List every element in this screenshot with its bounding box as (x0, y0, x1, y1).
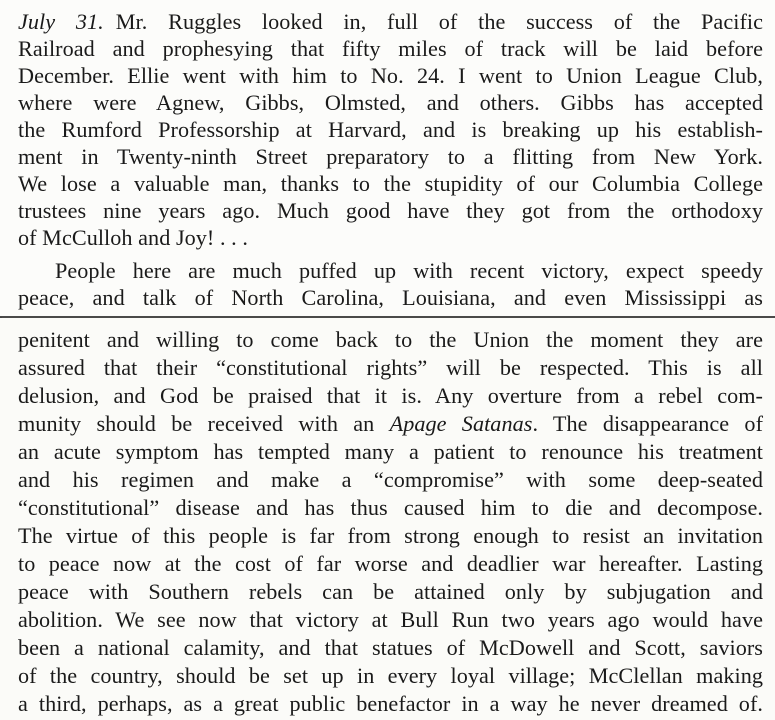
paragraph2-line-8: and his regimen and make a “compromise” with some deep-seated (18, 467, 763, 492)
paragraph2-line-14: been a national calamity, and that statues of McDowell and Scott, saviors (18, 635, 763, 660)
top-clipping (0, 0, 775, 317)
entry-date: July 31. (18, 9, 104, 34)
paragraph2-line-16: a third, perhaps, as a great public benefactor in a way he never dreamed of. (18, 691, 763, 716)
entry-line-1 (18, 8, 763, 36)
italic-phrase: Apage Satanas (389, 411, 533, 436)
paragraph2-line-3: penitent and willing to come back to the Union the moment they are (18, 327, 763, 352)
entry-line-3: December. Ellie went with him to No. 24. I went to Union League Club, (18, 63, 763, 88)
bottom-clipping (0, 318, 775, 720)
entry-line-8: trustees nine years ago. Much good have they got from the orthodoxy (18, 198, 763, 223)
entry-line-5: the Rumford Professorship at Harvard, and is breaking up his establish- (18, 117, 763, 142)
entry-line-1-text: Mr. Ruggles looked in, full of the success of the Pacific (115, 9, 763, 34)
paragraph2-line-2: peace, and talk of North Carolina, Louisiana, and even Mississippi as (18, 285, 763, 310)
paragraph2-line-10: The virtue of this people is far from strong enough to resist an invitation (18, 523, 763, 548)
paragraph2-line-5: delusion, and God be praised that it is. Any overture from a rebel com- (18, 383, 763, 408)
paragraph2-line-15: of the country, should be set up in every loyal village; McClellan making (18, 663, 763, 688)
paragraph2-line-1: People here are much puffed up with recent victory, expect speedy (55, 258, 763, 283)
entry-line-9: of McCulloh and Joy! . . . (18, 225, 248, 250)
paragraph2-line-13: abolition. We see now that victory at Bull Run two years ago would have (18, 607, 763, 632)
entry-line-6: ment in Twenty-ninth Street preparatory to a flitting from New York. (18, 144, 763, 169)
entry-line-2: Railroad and prophesying that fifty miles of track will be laid before (18, 36, 763, 61)
line-6-before: munity should be received with an (18, 411, 390, 436)
paragraph2-line-12: peace with Southern rebels can be attained only by subjugation and (18, 579, 763, 604)
line-6-after: . The disappearance of (532, 411, 764, 436)
paragraph2-line-4: assured that their “constitutional rights” will be respected. This is all (18, 355, 763, 380)
entry-line-7: We lose a valuable man, thanks to the stupidity of our Columbia College (18, 171, 763, 196)
paragraph2-line-6 (18, 410, 763, 438)
paragraph2-line-11: to peace now at the cost of far worse and deadlier war hereafter. Lasting (18, 551, 763, 576)
entry-line-4: where were Agnew, Gibbs, Olmsted, and others. Gibbs has accepted (18, 90, 763, 115)
paragraph2-line-9: “constitutional” disease and has thus caused him to die and decompose. (18, 495, 763, 520)
paragraph2-line-7: an acute symptom has tempted many a patient to renounce his treatment (18, 439, 763, 464)
